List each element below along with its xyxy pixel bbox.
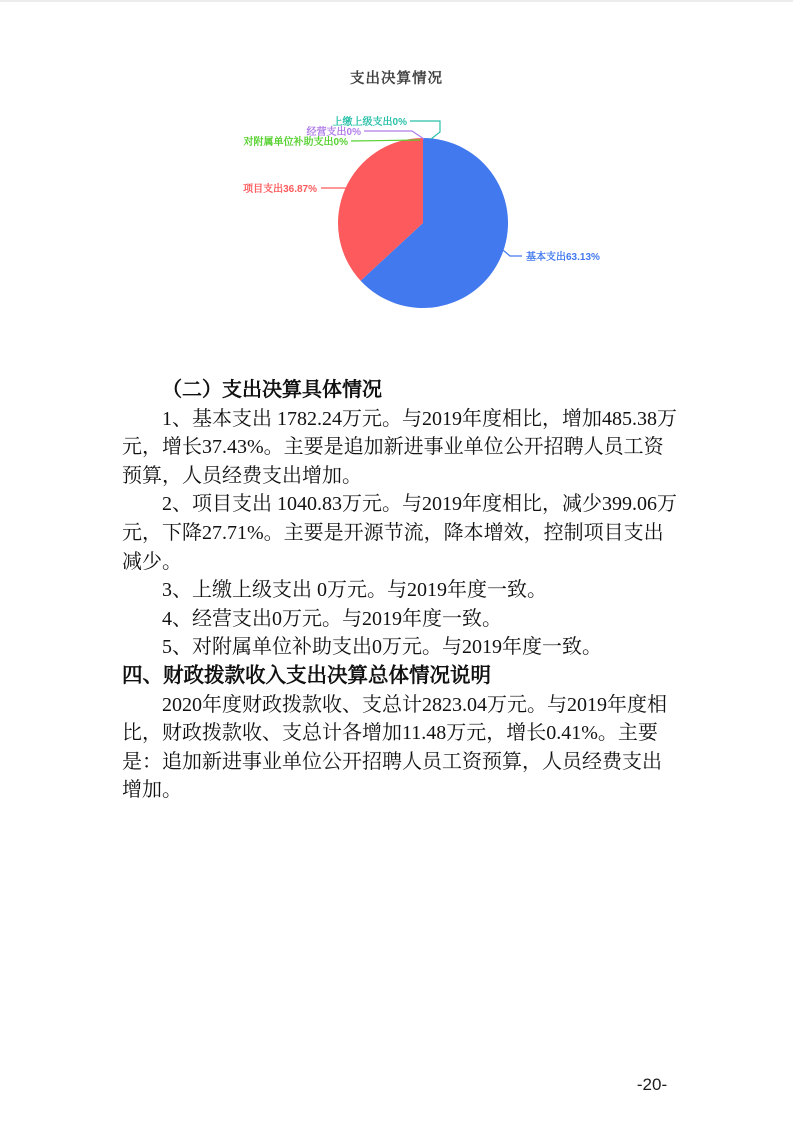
paragraph-operating-expenditure: 4、经营支出0万元。与2019年度一致。 — [162, 607, 502, 630]
document-body — [122, 376, 680, 805]
paragraph-basic-expenditure: 1、基本支出 1782.24万元。与2019年度相比，增加485.38万元，增长37.43%。主要是追加新进事业单位公开招聘人员工资预算，人员经费支出增加。 — [122, 407, 677, 487]
paragraph-subsidy-expenditure: 5、对附属单位补助支出0万元。与2019年度一致。 — [162, 636, 602, 659]
pie-label-2: 上缴上级支出0% — [332, 117, 407, 128]
page-number: -20- — [636, 1075, 668, 1094]
paragraph-upper-level-expenditure: 3、上缴上级支出 0万元。与2019年度一致。 — [162, 579, 547, 602]
pie-label-1: 项目支出36.87% — [243, 184, 317, 195]
paragraph-fiscal-total: 2020年度财政拨款收、支总计2823.04万元。与2019年度相比，财政拨款收、支总计各增加11.48万元，增长0.41%。主要是：追加新进事业单位公开招聘人员工资预算，人员经费支出增加。 — [122, 693, 667, 802]
pie-leader-line-3 — [364, 131, 424, 139]
paragraph-project-expenditure: 2、项目支出 1040.83万元。与2019年度相比，减少399.06万元，下降27.71%。主要是开源节流，降本增效，控制项目支出减少。 — [122, 493, 677, 573]
pie-label-3: 经营支出0% — [306, 127, 361, 138]
pie-label-4: 对附属单位补助支出0% — [243, 137, 348, 148]
expenditure-pie-chart — [0, 0, 793, 370]
section-heading-4: 四、财政拨款收入支出决算总体情况说明 — [122, 663, 491, 687]
pie-label-0: 基本支出63.13% — [526, 252, 600, 263]
pie-chart-svg — [140, 95, 660, 345]
chart-title: 支出决算情况 — [350, 71, 443, 87]
section-heading-2: （二）支出决算具体情况 — [162, 379, 382, 401]
pie-leader-line-2 — [410, 121, 440, 139]
